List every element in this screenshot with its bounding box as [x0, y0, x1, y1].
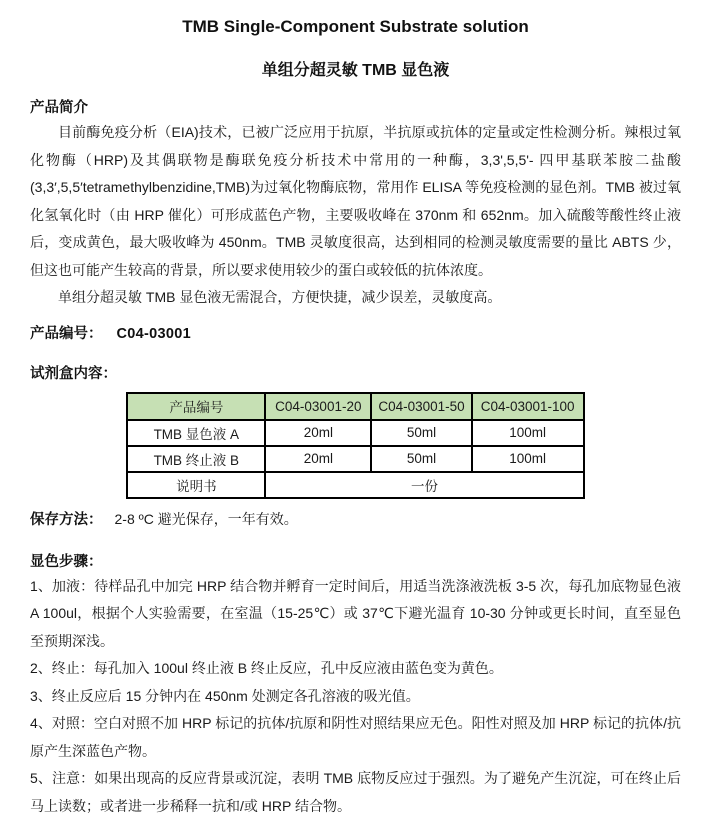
catalog-number-label: 产品编号： — [30, 326, 103, 342]
storage-method-text: 2-8 ºC 避光保存，一年有效。 — [115, 511, 298, 527]
table-cell: 50ml — [371, 420, 471, 446]
step-item-2: 2、终止：每孔加入 100ul 终止液 B 终止反应，孔中反应液由蓝色变为黄色。 — [30, 655, 681, 683]
step-item-4: 4、对照：空白对照不加 HRP 标记的抗体/抗原和阴性对照结果应无色。阳性对照及加 HRP 标记的抗体/抗原产生深蓝色产物。 — [30, 710, 681, 765]
table-cell-manual-label: 说明书 — [127, 472, 265, 498]
step-item-5: 5、注意：如果出现高的反应背景或沉淀，表明 TMB 底物反应过于强烈。为了避免产生沉淀，可在终止后马上读数；或者进一步稀释一抗和/或 HRP 结合物。 — [30, 765, 681, 820]
section-heading-intro: 产品简介 — [30, 99, 681, 117]
catalog-number-value: C04-03001 — [117, 326, 191, 342]
table-header-size-50: C04-03001-50 — [371, 393, 471, 420]
storage-method-label: 保存方法： — [30, 512, 103, 528]
step-item-3: 3、终止反应后 15 分钟内在 450nm 处测定各孔溶液的吸光值。 — [30, 683, 681, 711]
table-row — [127, 472, 583, 498]
kit-contents-table — [126, 392, 584, 499]
table-cell: 20ml — [265, 446, 371, 472]
table-row — [127, 446, 583, 472]
intro-paragraph-1: 目前酶免疫分析（EIA)技术，已被广泛应用于抗原，半抗原或抗体的定量或定性检测分析。辣根过氧化物酶（HRP)及其偶联物是酶联免疫分析技术中常用的一种酶，3,3',5,5'- 四甲基联苯胺二盐酸(3,3′,5,5′tetramethylbenzidine,TMB)为过氧化物酶底物，常用作 ELISA 等免疫检测的显色剂。TMB 被过氧化氢氧化时（由 HRP 催化）可形成蓝色产物，主要吸收峰在 370nm 和 652nm。加入硫酸等酸性终止液后，变成黄色，最大吸收峰为 450nm。TMB 灵敏度很高，达到相同的检测灵敏度需要的量比 ABTS 少，但这也可能产生较高的背景，所以要求使用较少的蛋白或较低的抗体浓度。 — [30, 119, 681, 284]
table-cell: 50ml — [371, 446, 471, 472]
table-row — [127, 420, 583, 446]
table-header-row — [127, 393, 583, 420]
storage-method-line — [30, 509, 681, 530]
intro-paragraph-2: 单组分超灵敏 TMB 显色液无需混合，方便快捷，减少误差，灵敏度高。 — [30, 284, 681, 312]
table-cell: 100ml — [472, 446, 584, 472]
table-cell-manual-value: 一份 — [265, 472, 583, 498]
table-header-size-100: C04-03001-100 — [472, 393, 584, 420]
table-cell: 20ml — [265, 420, 371, 446]
catalog-number-line — [30, 325, 681, 343]
section-heading-steps: 显色步骤： — [30, 553, 681, 571]
section-heading-kit-contents: 试剂盒内容： — [30, 365, 681, 383]
table-header-size-20: C04-03001-20 — [265, 393, 371, 420]
table-cell-component-a: TMB 显色液 A — [127, 420, 265, 446]
table-header-product-number: 产品编号 — [127, 393, 265, 420]
steps-list — [30, 573, 681, 820]
document-title-zh: 单组分超灵敏 TMB 显色液 — [30, 60, 681, 82]
table-cell-component-b: TMB 终止液 B — [127, 446, 265, 472]
step-item-1: 1、加液：待样品孔中加完 HRP 结合物并孵育一定时间后，用适当洗涤液洗板 3-5 次，每孔加底物显色液 A 100ul，根据个人实验需要，在室温（15-25℃）或 37℃下避光温育 10-30 分钟或更长时间，直至显色至预期深浅。 — [30, 573, 681, 656]
table-cell: 100ml — [472, 420, 584, 446]
document-title-en: TMB Single-Component Substrate solution — [30, 14, 681, 40]
